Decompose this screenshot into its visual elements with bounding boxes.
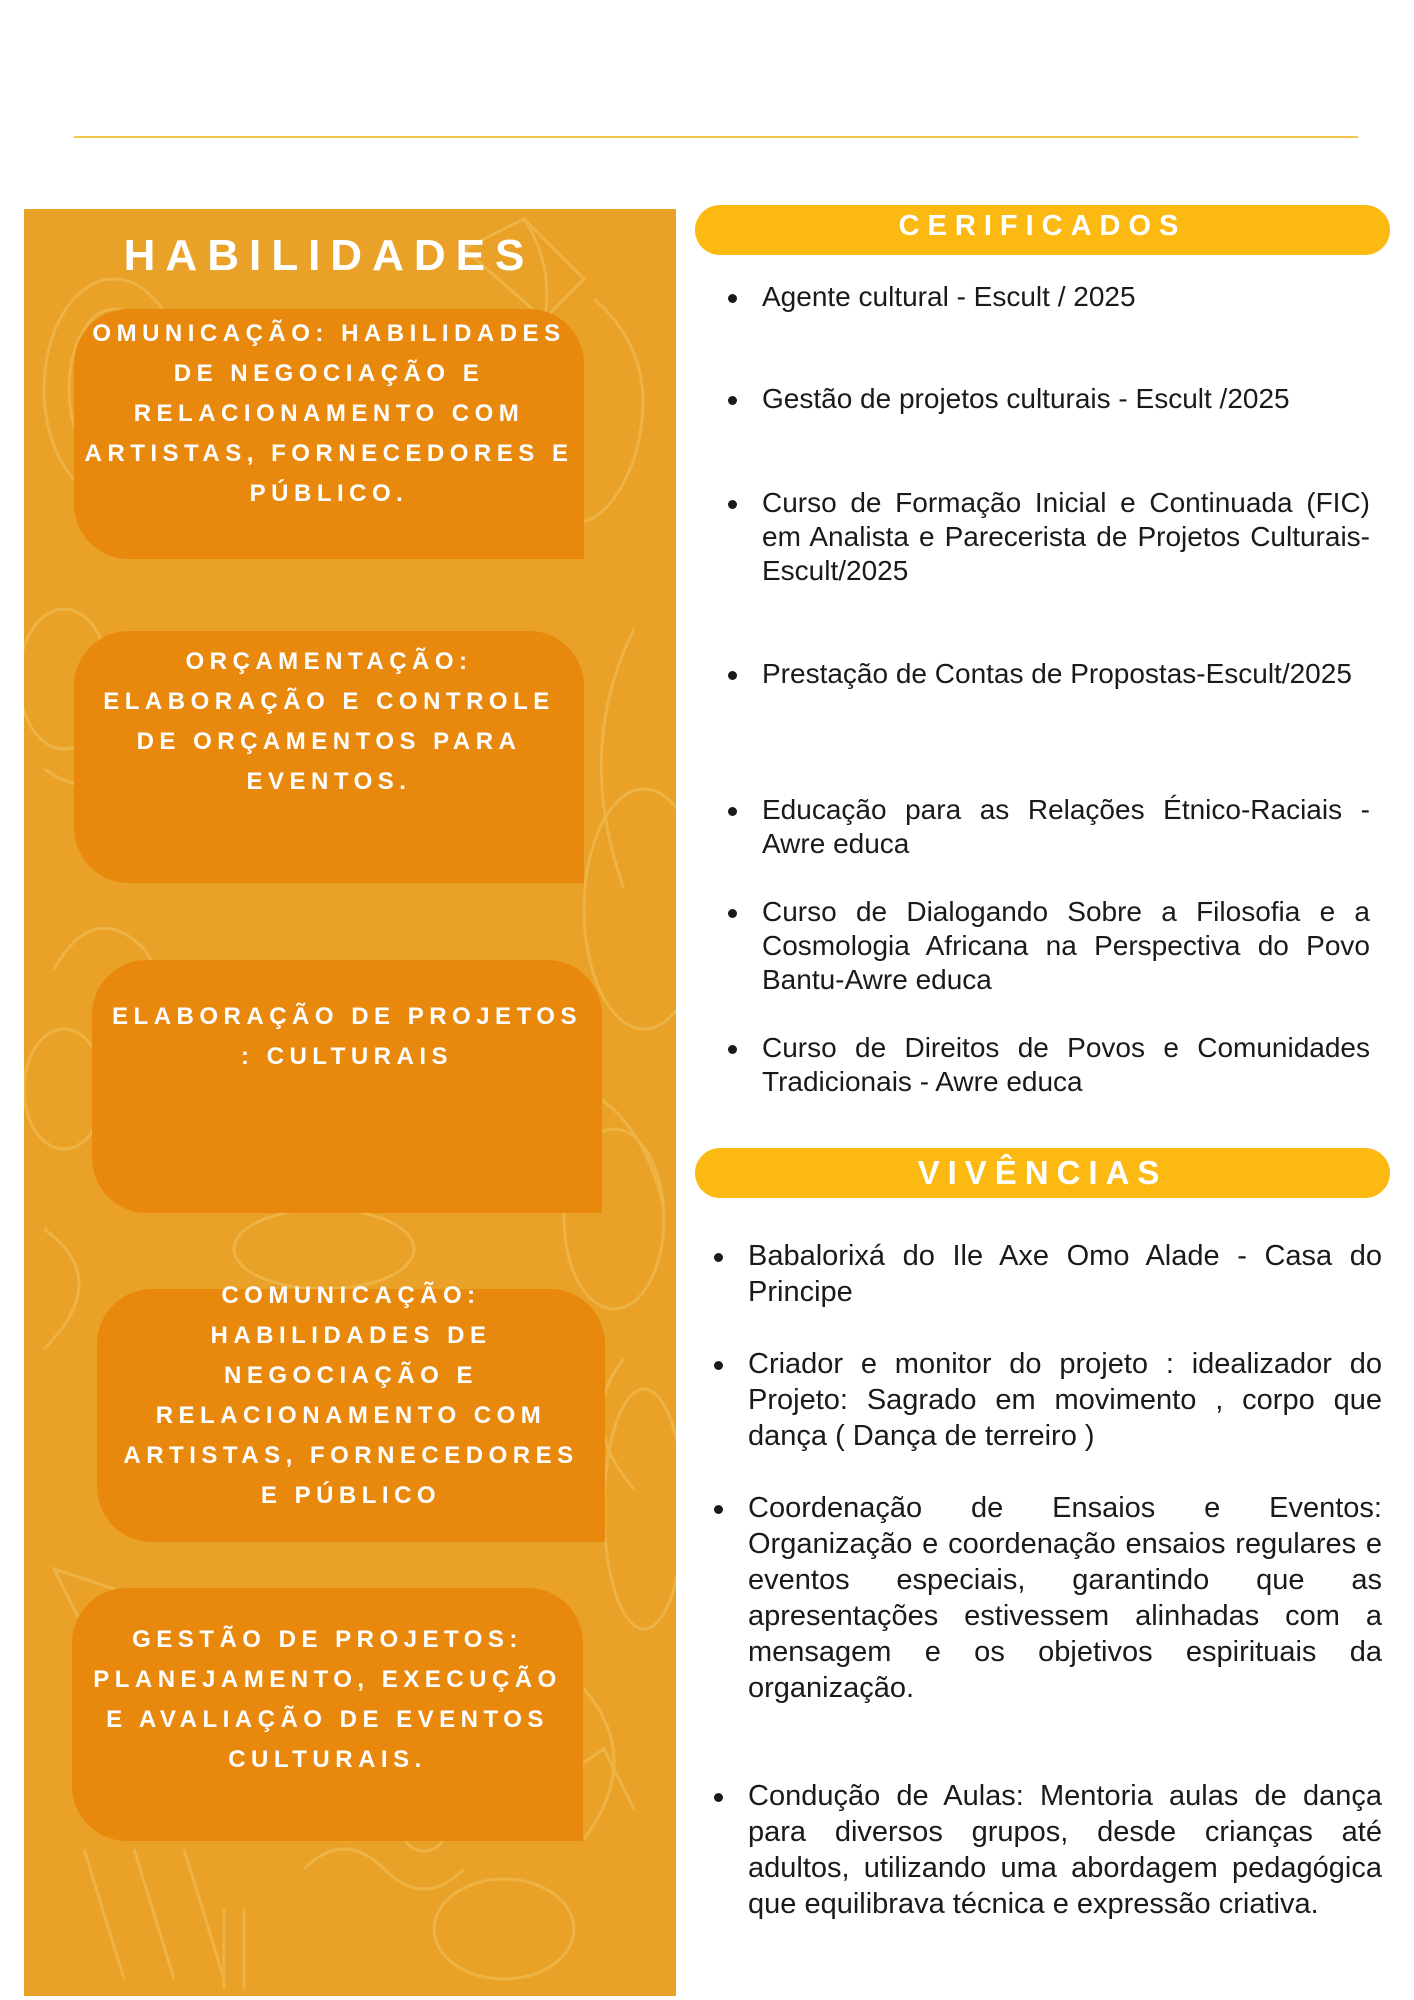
skill-box-comunicacao-2 [97, 1281, 605, 1542]
bullet-icon [728, 1045, 737, 1054]
bullet-icon [728, 807, 737, 816]
list-item [714, 1346, 1382, 1454]
list-item [728, 382, 1370, 416]
skill-box-elaboracao-projetos [92, 960, 602, 1213]
vivencias-header [695, 1148, 1390, 1198]
vivencias-title: VIVÊNCIAS [917, 1154, 1168, 1191]
bullet-icon [714, 1793, 723, 1802]
list-item [728, 793, 1370, 861]
certificado-text: Prestação de Contas de Propostas-Escult/2025 [762, 658, 1352, 689]
certificado-text: Gestão de projetos culturais - Escult /2025 [762, 383, 1290, 414]
vivencia-text: Criador e monitor do projeto : idealizador do Projeto: Sagrado em movimento , corpo que dança ( Dança de terreiro ) [748, 1348, 1382, 1452]
top-divider-line [74, 136, 1358, 138]
skill-box-orcamentacao [74, 631, 584, 883]
certificado-text: Educação para as Relações Étnico-Raciais -Awre educa [762, 794, 1370, 859]
certificado-text: Curso de Dialogando Sobre a Filosofia e a Cosmologia Africana na Perspectiva do Povo Bantu-Awre educa [762, 896, 1370, 995]
list-item [714, 1238, 1382, 1310]
bullet-icon [714, 1253, 723, 1262]
skill-text: ORÇAMENTAÇÃO: ELABORAÇÃO E CONTROLE DE ORÇAMENTOS PARA EVENTOS. [103, 648, 555, 795]
skill-box-comunicacao [74, 309, 584, 559]
list-item [728, 1031, 1370, 1099]
bullet-icon [728, 909, 737, 918]
list-item [728, 895, 1370, 997]
list-item [728, 486, 1370, 588]
skill-text: OMUNICAÇÃO: HABILIDADES DE NEGOCIAÇÃO E RELACIONAMENTO COM ARTISTAS, FORNECEDORES E PÚBLICO. [84, 320, 574, 507]
habilidades-title: HABILIDADES [123, 231, 535, 280]
vivencia-text: Babalorixá do Ile Axe Omo Alade - Casa do Principe [748, 1240, 1382, 1308]
list-item [714, 1778, 1382, 1922]
vivencia-text: Condução de Aulas: Mentoria aulas de dança para diversos grupos, desde crianças até adultos, utilizando uma abordagem pedagógica que equilibrava técnica e expressão criativa. [748, 1780, 1382, 1920]
certificado-text: Curso de Formação Inicial e Continuada (FIC) em Analista e Parecerista de Projetos Culturais-Escult/2025 [762, 487, 1370, 586]
certificados-header [695, 205, 1390, 255]
certificados-title: CERIFICADOS [898, 209, 1187, 242]
certificado-text: Agente cultural - Escult / 2025 [762, 281, 1136, 312]
list-item [728, 657, 1370, 691]
skill-text: GESTÃO DE PROJETOS: PLANEJAMENTO, EXECUÇÃO E AVALIAÇÃO DE EVENTOS CULTURAIS. [93, 1625, 562, 1773]
bullet-icon [728, 396, 737, 405]
skill-text: COMUNICAÇÃO: HABILIDADES DE NEGOCIAÇÃO E RELACIONAMENTO COM ARTISTAS, FORNECEDORES E PÚBLICO [123, 1281, 579, 1509]
list-item [728, 280, 1370, 314]
bullet-icon [728, 294, 737, 303]
skill-box-gestao-projetos [72, 1588, 583, 1841]
bullet-icon [728, 500, 737, 509]
certificado-text: Curso de Direitos de Povos e Comunidades Tradicionais - Awre educa [762, 1032, 1370, 1097]
bullet-icon [714, 1505, 723, 1514]
skills-panel [24, 209, 676, 1996]
vivencia-text: Coordenação de Ensaios e Eventos: Organização e coordenação ensaios regulares e eventos especiais, garantindo que as apresentações estivessem alinhadas com a mensagem e os objetivos espirituais da organização. [748, 1492, 1382, 1704]
bullet-icon [714, 1361, 723, 1370]
list-item [714, 1490, 1382, 1706]
bullet-icon [728, 671, 737, 680]
skill-text: ELABORAÇÃO DE PROJETOS : CULTURAIS [112, 1002, 582, 1070]
